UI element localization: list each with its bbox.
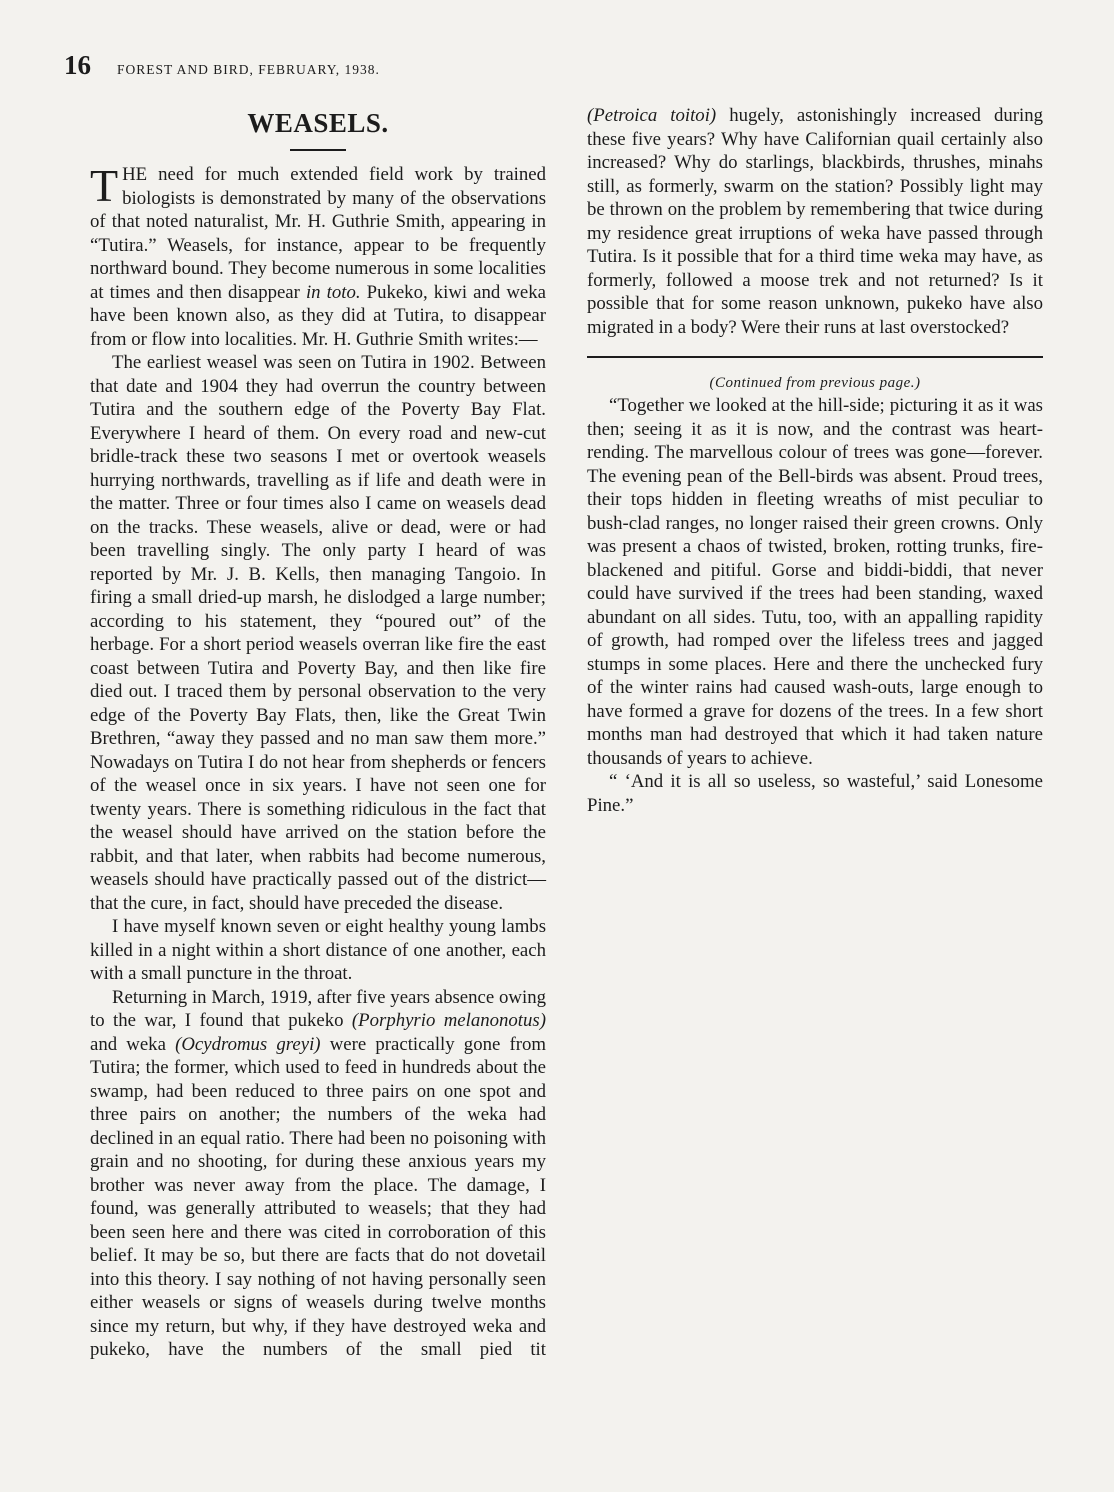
paragraph-4-start bbox=[90, 986, 546, 1362]
continued-label: (Continued from previous page.) bbox=[709, 375, 921, 391]
intro-text: HE need for much extended field work by trained biologists is demonstrated by many of the observations of that noted naturalist, Mr. H. Guthrie Smith, appearing in “Tutira.” Weasels, for instance, appear to be frequently northward bound. They become numerous in some localities at times and then disappear bbox=[90, 164, 546, 303]
drop-cap: T bbox=[90, 160, 119, 211]
left-column bbox=[90, 107, 546, 1362]
scientific-name-tit: (Petroica toitoi) bbox=[587, 105, 717, 126]
p4-text-b: and weka bbox=[90, 1033, 166, 1055]
right-column bbox=[587, 104, 1043, 817]
paragraph-2: The earliest weasel was seen on Tutira in 1902. Between that date and 1904 they had overrun the country between Tutira and the southern edge of the Poverty Bay Flat. Everywhere I heard of them. On every road and new-cut bridle-track these two seasons I met or overtook weasels hurrying northwards, travelling as if life and death were in the matter. Three or four times also I came on weasels dead on the tracks. These weasels, alive or dead, were or had been travelling singly. The only party I heard of was reported by Mr. J. B. Kells, then managing Tangoio. In firing a small dried-up marsh, he dislodged a large number; according to his statement, they “poured out” of the herbage. For a short period weasels overran like fire the east coast between Tutira and Poverty Bay, and then like fire died out. I traced them by personal observation to the very edge of the Poverty Bay Flats, then, like the Great Twin Brethren, “away they passed and no man saw them more.” Nowadays on Tutira I do not hear from shepherds or fencers of the weasel once in six years. I have not seen one for twenty years. There is something ridiculous in the fact that the weasel should have arrived on the station before the rabbit, and that later, when rabbits had become numerous, weasels should have practically passed out of the district—that the cure, in fact, should have preceded the disease. bbox=[90, 352, 546, 914]
section-divider bbox=[587, 356, 1043, 358]
paragraph-3: I have myself known seven or eight healthy young lambs killed in a night within a short distance of one another, each with a small puncture in the throat. bbox=[90, 916, 546, 984]
scientific-name-weka: (Ocydromus greyi) bbox=[175, 1033, 321, 1055]
intro-paragraph bbox=[90, 160, 546, 351]
p4-text-c: were practically gone from Tutira; the former, which used to feed in hundreds about the swamp, had been reduced to three pairs on one spot and three pairs on another; the numbers of the weka had declined in an equal ratio. There had been no poisoning with grain and no shooting, for during these anxious years my brother was never away from the place. The damage, I found, was generally attributed to weasels; that they had been seen here and there was cited in corroboration of this belief. It may be so, but there are facts that do not dovetail into this theory. I say nothing of not having personally seen either weasels or signs of weasels during twelve months since my return, but why, if they have destroyed weka and pukeko, have the numbers of the small pied tit bbox=[90, 1033, 546, 1360]
intro-italic: in toto. bbox=[305, 281, 361, 303]
continued-paragraph-2: “ ‘And it is all so useless, so wasteful,’ said Lonesome Pine.” bbox=[587, 771, 1043, 816]
page-header bbox=[64, 50, 380, 84]
intro-end: Pukeko, kiwi and weka have been known also, as they did at Tutira, to disappear from or flow into localities. Mr. H. Guthrie Smith writes:— bbox=[90, 281, 546, 350]
p4-text-d: hugely, astonishingly increased during these five years? Why have Californian quail certainly also increased? Why do starlings, blackbirds, thrushes, minahs still, as formerly, swarm on the station? Possibly light may be thrown on the problem by remembering that twice during my residence great irruptions of weka have passed through Tutira. Is it possible that for a third time weka may have, as formerly, followed a moose trek and not returned? Is it possible that for some reason unknown, pukeko have also migrated in a body? Were their runs at last overstocked? bbox=[587, 105, 1043, 338]
paragraph-4-end bbox=[587, 104, 1043, 339]
running-head: FOREST AND BIRD, FEBRUARY, 1938. bbox=[117, 62, 380, 77]
article-title: WEASELS. bbox=[247, 108, 389, 138]
scientific-name-pukeko: (Porphyrio melanonotus) bbox=[351, 1010, 546, 1031]
title-rule bbox=[290, 149, 346, 151]
continued-paragraph-1: “Together we looked at the hill-side; picturing it as it was then; seeing it as it is now, and the contrast was heart-rending. The marvellous colour of trees was gone—forever. The evening pean of the Bell-birds was absent. Proud trees, their tops hidden in fleeting wreaths of mist peculiar to bush-clad ranges, no longer raised their green crowns. Only was present a chaos of twisted, broken, rotting trunks, fire-blackened and pitiful. Gorse and biddi-biddi, that never could have survived if the trees had been standing, waxed abundant on all sides. Tutu, too, with an appalling rapidity of growth, had romped over the lifeless trees and jagged stumps in some places. Here and there the unchecked fury of the winter rains had caused wash-outs, large enough to have formed a grave for dozens of the trees. In a few short months man had destroyed that which it had taken nature thousands of years to achieve. bbox=[587, 395, 1043, 769]
page-number: 16 bbox=[64, 50, 91, 80]
p4-text-a: Returning in March, 1919, after five years absence owing to the war, I found that pukeko bbox=[90, 986, 546, 1031]
